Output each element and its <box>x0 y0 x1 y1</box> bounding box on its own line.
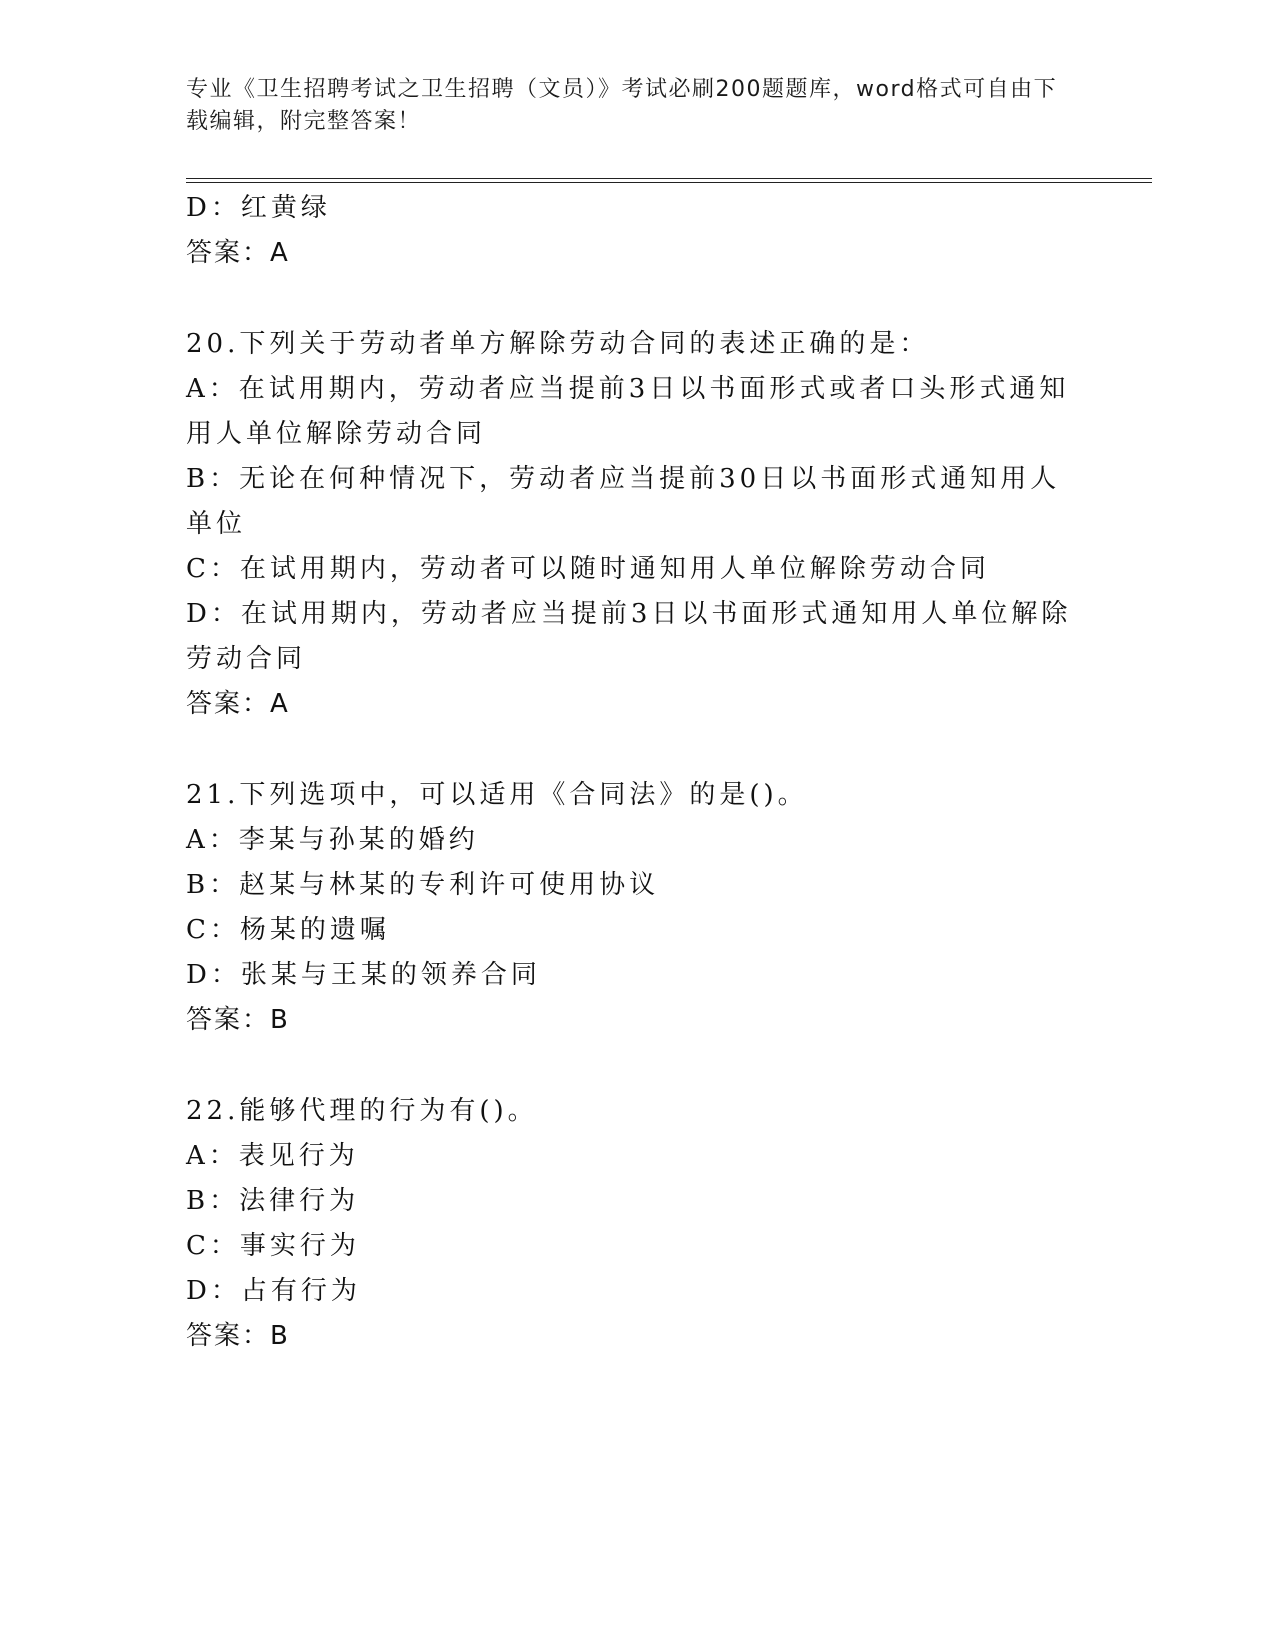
option-a: A：表见行为 <box>186 1141 359 1171</box>
option-b: B：无论在何种情况下，劳动者应当提前30日以书面形式通知用人单位 <box>186 464 1061 539</box>
answer-line: 答案：A <box>186 689 290 719</box>
option-c: C：在试用期内，劳动者可以随时通知用人单位解除劳动合同 <box>186 554 990 584</box>
option-a: A：在试用期内，劳动者应当提前3日以书面形式或者口头形式通知用人单位解除劳动合同 <box>186 374 1070 449</box>
option-b: B：赵某与林某的专利许可使用协议 <box>186 870 660 900</box>
option-d: D：在试用期内，劳动者应当提前3日以书面形式通知用人单位解除劳动合同 <box>186 599 1072 674</box>
option-b: B：法律行为 <box>186 1186 360 1216</box>
header-divider-bottom <box>186 182 1152 183</box>
answer-line: 答案：B <box>186 1321 290 1351</box>
question-21 <box>186 773 1086 1043</box>
answer-line: 答案：A <box>186 238 290 268</box>
option-c: C：事实行为 <box>186 1231 360 1261</box>
question-stem: 21.下列选项中，可以适用《合同法》的是()。 <box>186 780 808 810</box>
question-22 <box>186 1089 1086 1359</box>
option-d: D：红黄绿 <box>186 193 331 223</box>
question-content <box>186 186 1086 1359</box>
option-a: A：李某与孙某的婚约 <box>186 825 479 855</box>
question-stem: 20.下列关于劳动者单方解除劳动合同的表述正确的是： <box>186 329 930 359</box>
option-d: D：张某与王某的领养合同 <box>186 960 541 990</box>
option-d: D：占有行为 <box>186 1276 361 1306</box>
header-divider-top <box>186 178 1152 179</box>
document-header: 专业《卫生招聘考试之卫生招聘（文员）》考试必刷200题题库，word格式可自由下载编辑，附完整答案！ <box>186 77 1058 134</box>
answer-line: 答案：B <box>186 1005 290 1035</box>
question-stem: 22.能够代理的行为有()。 <box>186 1096 538 1126</box>
previous-question-tail <box>186 186 1086 276</box>
option-c: C：杨某的遗嘱 <box>186 915 390 945</box>
question-20 <box>186 322 1086 727</box>
